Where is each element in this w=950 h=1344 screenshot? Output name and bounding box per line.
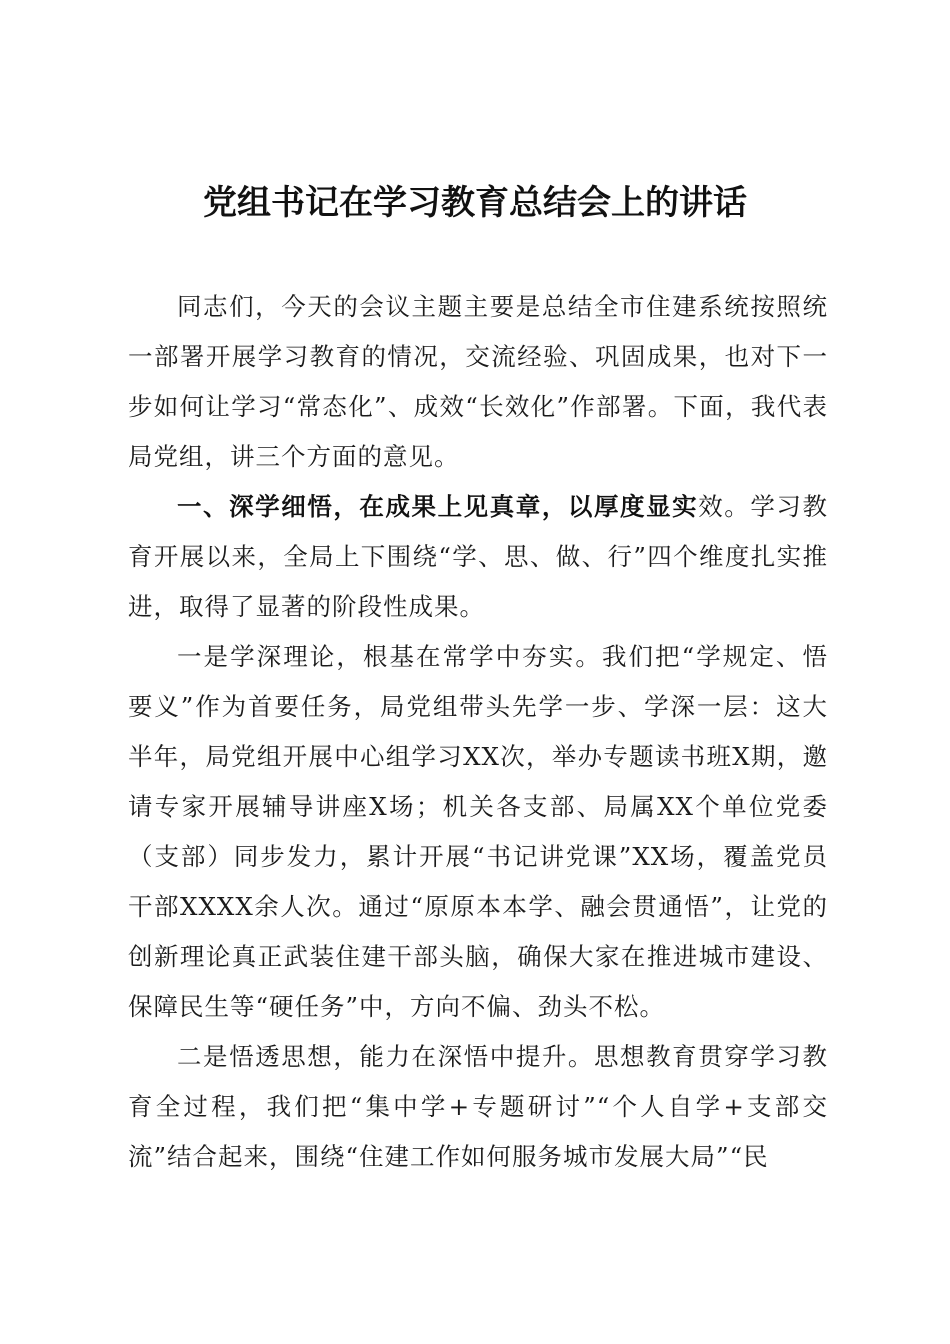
- paragraph-point-one: [128, 632, 828, 1032]
- paragraph-section-one: [128, 482, 828, 632]
- point-two-text: 二是悟透思想，能力在深悟中提升。思想教育贯穿学习教育全过程，我们把“集中学+专题研讨”“个人自学+支部交流”结合起来，围绕“住建工作如何服务城市发展大局”“民: [128, 1042, 828, 1171]
- paragraph-opening: [128, 282, 828, 482]
- section-one-heading: 一、深学细悟，在成果上见真章，以厚度显实: [177, 492, 699, 521]
- paragraph-opening-text: 同志们，今天的会议主题主要是总结全市住建系统按照统一部署开展学习教育的情况，交流经验、巩固成果，也对下一步如何让学习“常态化”、成效“长效化”作部署。下面，我代表局党组，讲三个方面的意见。: [128, 292, 828, 471]
- document-title: 党组书记在学习教育总结会上的讲话: [203, 183, 747, 223]
- section-one-text: 效。学习教育开展以来，全局上下围绕“学、思、做、行”四个维度扎实推进，取得了显著的阶段性成果。: [128, 492, 828, 621]
- paragraph-point-two: [128, 1032, 828, 1182]
- point-one-text: 一是学深理论，根基在常学中夯实。我们把“学规定、悟要义”作为首要任务，局党组带头先学一步、学深一层：这大半年，局党组开展中心组学习XX次，举办专题读书班X期，邀请专家开展辅导讲座X场；机关各支部、局属XX个单位党委（支部）同步发力，累计开展“书记讲党课”XX场，覆盖党员干部XXXX余人次。通过“原原本本学、融会贯通悟”，让党的创新理论真正武装住建干部头脑，确保大家在推进城市建设、保障民生等“硬任务”中，方向不偏、劲头不松。: [128, 642, 828, 1021]
- document-body: [128, 282, 828, 1182]
